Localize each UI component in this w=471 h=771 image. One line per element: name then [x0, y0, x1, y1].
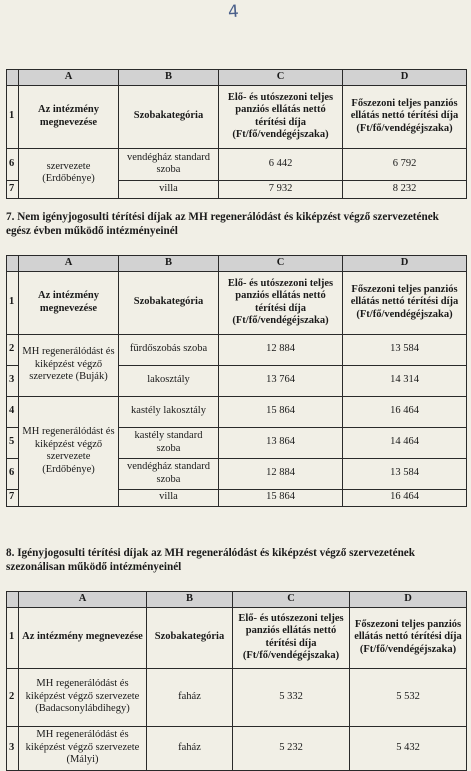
table-row [7, 668, 467, 726]
row-number: 7 [7, 489, 19, 506]
column-letter: D [343, 70, 467, 86]
header-off-season-price: Elő- és utószezoni teljes panziós ellátás nettó térítési díja (Ft/fő/vendégéjszaka) [219, 271, 343, 334]
header-main-season-price: Főszezoni teljes panziós ellátás nettó térítési díja (Ft/fő/vendégéjszaka) [343, 271, 467, 334]
table-row [7, 148, 467, 180]
table-row [7, 726, 467, 770]
institution-cell: MH regenerálódást és kiképzést végző szervezete (Badacsonylábdihegy) [19, 668, 147, 726]
main-season-price-cell: 13 584 [343, 458, 467, 489]
column-letter: A [19, 256, 119, 272]
table-7 [6, 255, 467, 507]
main-season-price-cell: 14 464 [343, 427, 467, 458]
room-category-cell: kastély standard szoba [119, 427, 219, 458]
row-number: 3 [7, 726, 19, 770]
main-season-price-cell: 8 232 [343, 180, 467, 198]
institution-cell: szervezete (Erdőbénye) [19, 148, 119, 198]
row-number: 1 [7, 271, 19, 334]
room-category-cell: faház [147, 668, 233, 726]
main-season-price-cell: 14 314 [343, 365, 467, 396]
corner-cell [7, 592, 19, 608]
off-season-price-cell: 5 332 [233, 668, 350, 726]
main-season-price-cell: 5 432 [350, 726, 467, 770]
row-number: 4 [7, 396, 19, 427]
off-season-price-cell: 6 442 [219, 148, 343, 180]
off-season-price-cell: 13 864 [219, 427, 343, 458]
header-room-category: Szobakategória [147, 607, 233, 668]
off-season-price-cell: 12 884 [219, 334, 343, 365]
off-season-price-cell: 13 764 [219, 365, 343, 396]
room-category-cell: vendégház standard szoba [119, 458, 219, 489]
header-off-season-price: Elő- és utószezoni teljes panziós ellátás nettó térítési díja (Ft/fő/vendégéjszaka) [233, 607, 350, 668]
main-season-price-cell: 6 792 [343, 148, 467, 180]
corner-cell [7, 256, 19, 272]
institution-cell: MH regenerálódást és kiképzést végző szervezete (Mályi) [19, 726, 147, 770]
column-letter: A [19, 70, 119, 86]
room-category-cell: fürdőszobás szoba [119, 334, 219, 365]
header-room-category: Szobakategória [119, 85, 219, 148]
column-letter: B [147, 592, 233, 608]
row-number: 1 [7, 85, 19, 148]
row-number: 6 [7, 148, 19, 180]
off-season-price-cell: 7 932 [219, 180, 343, 198]
column-letter: C [219, 256, 343, 272]
header-off-season-price: Elő- és utószezoni teljes panziós ellátás nettó térítési díja (Ft/fő/vendégéjszaka) [219, 85, 343, 148]
section-7-title: 7. Nem igényjogosulti térítési díjak az MH regenerálódást és kiképzést végző szervezetének egész évben működő intézményeinél [6, 211, 439, 237]
row-number: 1 [7, 607, 19, 668]
corner-cell [7, 70, 19, 86]
header-institution: Az intézmény megnevezése [19, 607, 147, 668]
column-letter: D [343, 256, 467, 272]
room-category-cell: kastély lakosztály [119, 396, 219, 427]
room-category-cell: vendégház standard szoba [119, 148, 219, 180]
main-season-price-cell: 16 464 [343, 489, 467, 506]
row-number: 7 [7, 180, 19, 198]
off-season-price-cell: 12 884 [219, 458, 343, 489]
column-letter: D [350, 592, 467, 608]
main-season-price-cell: 5 532 [350, 668, 467, 726]
row-number: 5 [7, 427, 19, 458]
row-number: 6 [7, 458, 19, 489]
column-letter: B [119, 256, 219, 272]
page-number-mark: 4 [227, 1, 240, 23]
institution-cell: MH regenerálódást és kiképzést végző szervezete (Buják) [19, 334, 119, 396]
room-category-cell: faház [147, 726, 233, 770]
header-main-season-price: Főszezoni teljes panziós ellátás nettó térítési díja (Ft/fő/vendégéjszaka) [343, 85, 467, 148]
header-institution: Az intézmény megnevezése [19, 85, 119, 148]
table-8 [6, 591, 467, 771]
header-main-season-price: Főszezoni teljes panziós ellátás nettó térítési díja (Ft/fő/vendégéjszaka) [350, 607, 467, 668]
table-row [7, 396, 467, 427]
table-6-continuation [6, 69, 467, 199]
row-number: 2 [7, 668, 19, 726]
off-season-price-cell: 5 232 [233, 726, 350, 770]
institution-cell: MH regenerálódást és kiképzést végző szervezete (Erdőbénye) [19, 396, 119, 506]
off-season-price-cell: 15 864 [219, 396, 343, 427]
row-number: 3 [7, 365, 19, 396]
off-season-price-cell: 15 864 [219, 489, 343, 506]
room-category-cell: villa [119, 180, 219, 198]
header-institution: Az intézmény megnevezése [19, 271, 119, 334]
column-letter: C [219, 70, 343, 86]
main-season-price-cell: 13 584 [343, 334, 467, 365]
header-room-category: Szobakategória [119, 271, 219, 334]
column-letter: A [19, 592, 147, 608]
column-letter: C [233, 592, 350, 608]
room-category-cell: lakosztály [119, 365, 219, 396]
table-row [7, 334, 467, 365]
room-category-cell: villa [119, 489, 219, 506]
main-season-price-cell: 16 464 [343, 396, 467, 427]
section-8-title: 8. Igényjogosulti térítési díjak az MH regenerálódást és kiképzést végző szervezetének szezonálisan működő intézményeinél [6, 547, 415, 573]
column-letter: B [119, 70, 219, 86]
row-number: 2 [7, 334, 19, 365]
